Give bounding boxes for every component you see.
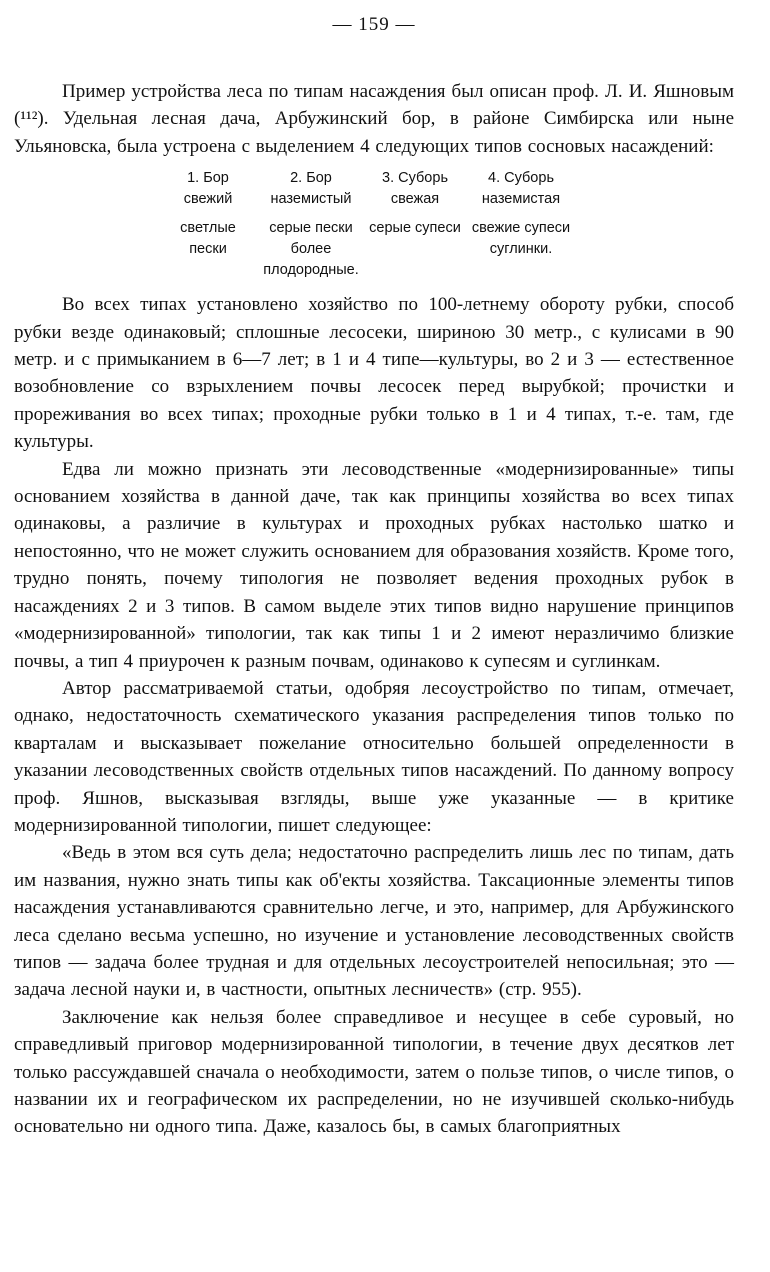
paragraph-critique: Едва ли можно признать эти лесоводственные «модернизированные» типы основанием хозяйства в данной даче, так как принципы хозяйства во всех типах одинаковы, а различие в культурах и проходных рубках настолько шатко и непостоянно, что не может служить основанием для образования хозяйств. Кроме того, трудно понять, почему типология не позволяет ведения проходных рубок в насаждениях 2 и 3 типов. В самом выделе этих типов видно нарушение принципов «модернизированной» типологии, так как типы 1 и 2 имеют неразличимо близкие почвы, а тип 4 приурочен к разным почвам, одинаково к супесям и суглинкам. [14,458,734,672]
type-name: 1. Бор свежий [183,170,233,208]
type-name: 3. Суборь свежая [382,170,448,208]
forest-types-table [14,168,734,281]
paragraph-quote: «Ведь в этом вся суть дела; недостаточно распределить лишь лес по типам, дать им названия, нужно знать типы как об'екты хозяйства. Таксационные элементы типов насаждения устанавливаются сравнительно легче, и это, например, для Арбужинского леса сделано весьма успешно, но изучение и установление лесоводственных свойств типов — задача более трудная и для отдельных лесоустроителей непосильная; это — задача лесной науки и, в частности, опытных лесничеств» (стр. 955). [14,842,734,1001]
type-soil: серые супеси [369,220,461,237]
type-column-2 [259,168,363,281]
paragraph-conclusion: Заключение как нельзя более справедливое и несущее в себе суровый, но справедливый приговор модернизированной типологии, в течение двух десятков лет только рассуждавшей сначала о необходимости, затем о пользе типов, о числе типов, о названии их и географическом их распределении, но не изучившей сколько-нибудь основательно ни одного типа. Даже, казалось бы, в самых благоприятных [14,1006,734,1138]
type-name: 2. Бор наземистый [270,170,352,208]
type-column-3 [369,168,461,281]
type-soil: серые пески более плодородные. [263,220,359,279]
type-soil: светлые пески [180,220,236,258]
type-column-1 [163,168,253,281]
type-soil: свежие супеси суглинки. [471,220,571,258]
type-name: 4. Суборь наземистая [481,170,561,208]
paragraph-management: Во всех типах установлено хозяйство по 100-летнему обороту рубки, способ рубки везде одинаковый; сплошные лесосеки, шириною 30 метр., с кулисами в 90 метр. и с примыканием в 6—7 лет; в 1 и 4 типе—культуры, во 2 и 3 — естественное возобновление со взрыхлением почвы лесосек перед вырубкой; прочистки и прореживания во всех типах; проходные рубки только в 1 и 4 типах, т.-е. там, где культуры. [14,294,734,453]
paragraph-author: Автор рассматриваемой статьи, одобряя лесоустройство по типам, отмечает, однако, недостаточность схематического указания распределения типов только по кварталам и высказывает пожелание относительно большей определенности в указании лесоводственных свойств отдельных типов насаждений. По данному вопросу проф. Яшнов, высказывая взгляды, выше уже указанные — в критике модернизированной типологии, пишет следующее: [14,677,734,836]
page-number: — 159 — [332,14,416,35]
paragraph-intro: Пример устройства леса по типам насаждения был описан проф. Л. И. Яшновым (¹¹²). Удельная лесная дача, Арбужинский бор, в районе Симбирска или ныне Ульяновска, была устроена с выделением 4 следующих типов сосновых насаждений: [14,81,734,157]
type-column-4 [467,168,575,281]
